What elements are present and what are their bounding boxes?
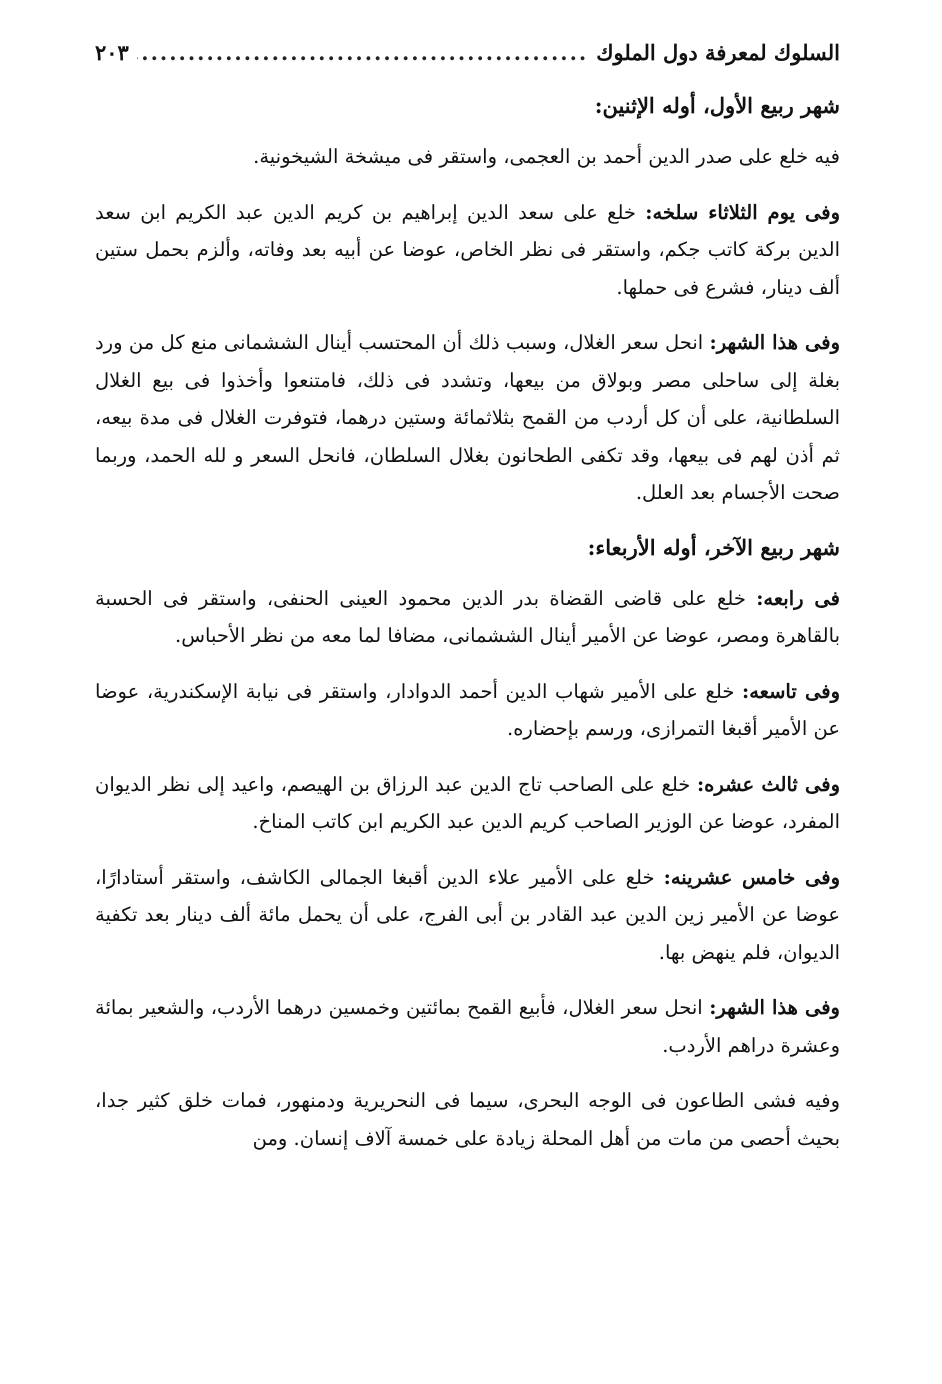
paragraph bbox=[95, 324, 840, 512]
paragraph bbox=[95, 580, 840, 655]
paragraph bbox=[95, 1082, 840, 1157]
paragraph-lead: وفى خامس عشرينه: bbox=[663, 865, 841, 889]
paragraph bbox=[95, 766, 840, 841]
paragraph-lead: وفى يوم الثلاثاء سلخه: bbox=[645, 200, 840, 224]
paragraph-text: خلع على الأمير شهاب الدين أحمد الدوادار، واستقر فى نيابة الإسكندرية، عوضا عن الأمير أقبغا التمرازى، ورسم بإحضاره. bbox=[95, 679, 840, 740]
leader-dots bbox=[137, 40, 588, 65]
paragraph-lead: وفى ثالث عشره: bbox=[696, 772, 840, 796]
paragraph bbox=[95, 989, 840, 1064]
paragraph-text: انحل سعر الغلال، وسبب ذلك أن المحتسب أينال الششمانى منع كل من ورد بغلة إلى ساحلى مصر وبولاق من بيعها، وتشدد فى ذلك، فامتنعوا وأخذوا فى بيع الغلال السلطانية، على أن كل أردب من القمح بثلاثمائة وستين درهما، فتوفرت الغلال فى مدة بيعه، ثم أذن لهم فى بيعها، وقد تكفى الطحانون بغلال السلطان، فانحل السعر و لله الحمد، وربما صحت الأجسام بعد العلل. bbox=[95, 331, 840, 504]
book-page bbox=[95, 40, 840, 1175]
running-header bbox=[95, 40, 840, 76]
paragraph-text: فيه خلع على صدر الدين أحمد بن العجمى، واستقر فى ميشخة الشيخونية. bbox=[253, 145, 840, 168]
paragraph-text: خلع على الصاحب تاج الدين عبد الرزاق بن الهيصم، واعيد إلى نظر الديوان المفرد، عوضا عن الوزير الصاحب كريم الدين عبد الكريم ابن كاتب المناخ. bbox=[95, 772, 840, 833]
book-title: السلوك لمعرفة دول الملوك bbox=[596, 40, 840, 65]
paragraph bbox=[95, 673, 840, 748]
paragraph bbox=[95, 859, 840, 972]
paragraph-lead: وفى تاسعه: bbox=[742, 679, 840, 703]
paragraph-text: خلع على الأمير علاء الدين أقبغا الجمالى الكاشف، واستقر أستادارًا، عوضا عن الأمير زين الدين عبد القادر بن أبى الفرج، على أن يحمل مائة ألف دينار بعد تكفية الديوان، فلم ينهض بها. bbox=[95, 865, 840, 964]
paragraph-lead: وفى هذا الشهر: bbox=[709, 996, 840, 1019]
paragraph-lead: وفى هذا الشهر: bbox=[709, 331, 840, 354]
paragraph-text: خلع على قاضى القضاة بدر الدين محمود العينى الحنفى، واستقر فى الحسبة بالقاهرة ومصر، عوضا عن الأمير أينال الششمانى، مضافا لما معه من نظر الأحباس. bbox=[95, 586, 840, 647]
page-number: ٢٠٣ bbox=[95, 40, 129, 65]
paragraph-text: انحل سعر الغلال، فأبيع القمح بمائتين وخمسين درهما الأردب، والشعير بمائة وعشرة دراهم الأردب. bbox=[95, 996, 840, 1057]
paragraph-text: وفيه فشى الطاعون فى الوجه البحرى، سيما فى النحريرية ودمنهور، فمات خلق كثير جدا، بحيث أحصى من مات من أهل المحلة زيادة على خمسة آلاف إنسان. ومن bbox=[95, 1089, 840, 1150]
paragraph-text: خلع على سعد الدين إبراهيم بن كريم الدين عبد الكريم ابن سعد الدين بركة كاتب جكم، واستقر فى نظر الخاص، عوضا عن أبيه بعد وفاته، وألزم بحمل ستين ألف دينار، فشرع فى حملها. bbox=[95, 200, 840, 299]
paragraph bbox=[95, 138, 840, 176]
paragraph-lead: فى رابعه: bbox=[756, 586, 840, 610]
paragraph bbox=[95, 194, 840, 307]
section-heading-rabi-al-awwal: شهر ربيع الأول، أوله الإثنين: bbox=[594, 93, 840, 118]
section-heading-rabi-al-akhir: شهر ربيع الآخر، أوله الأربعاء: bbox=[587, 534, 840, 560]
